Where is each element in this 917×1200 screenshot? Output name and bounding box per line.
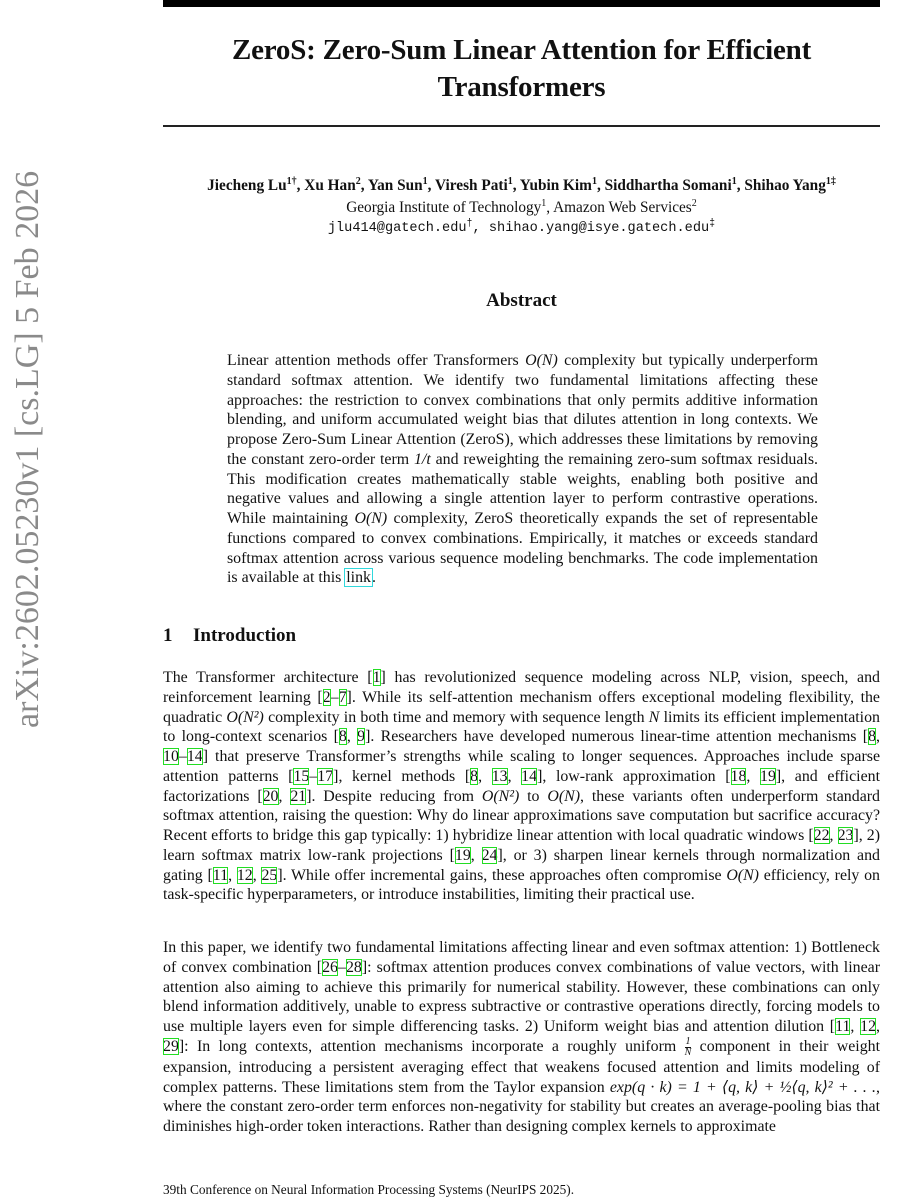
body-text: ] that preserve Transformer’s strengths while scaling to longer sequences. Approaches include sparse attention patterns [	[163, 748, 880, 785]
body-text: complexity in both time and memory with sequence length	[263, 708, 649, 726]
abstract-text: and reweighting the remaining zero-sum softmax residuals. This modification creates mathematically stable weights, enabling both positive and negative values and allowing a single attention layer to perform contrastive operations. While maintaining	[227, 450, 818, 527]
citation-link[interactable]: 23	[837, 827, 854, 844]
author-list: Jiecheng $Lu^{1\dagger}$, Xu Han$^2$, Yan Sun$^1$, Viresh Pati$^1$, Yubin Kim$^1$, Siddhartha Somani$^1$, Shihao Yang$^{1\ddagger}$	[207, 175, 836, 194]
math: O(N)	[354, 510, 388, 527]
math: exp(q · k) = 1 + ⟨q, k⟩ + ½⟨q, k⟩² + . . .	[609, 1078, 877, 1096]
citation-link[interactable]: 8	[868, 728, 877, 746]
math: O(N²)	[226, 708, 264, 726]
citation-link[interactable]: 11	[835, 1018, 851, 1035]
author-name: Xu Han	[304, 177, 356, 194]
emails	[163, 219, 880, 239]
math: O(N)	[726, 866, 759, 884]
intro-paragraph-1: The Transformer architecture [1] has revolutionized sequence modeling across NLP, vision, speech, and reinforcement learning [2–7]. While its self-attention mechanism offers exceptional modeling flexibility, the quadratic O(N²) complexity in both time and memory with sequence length N limits its efficient implementation to long-context scenarios [8, 9]. Researchers have developed numerous linear-time attention mechanisms [8, 10–14] that preserve Transformer’s strengths while scaling to longer sequences. Approaches include sparse attention patterns [15–17], kernel methods [8, 13, 14], low-rank approximation [18, 19], and efficient factorizations [20, 21]. Despite reducing from O(N²) to O(N), these variants often underperform standard softmax attention, raising the question: Why do linear approximations save computation but sacrifice accuracy? Recent efforts to bridge this gap typically: 1) hybridize linear attention with local quadratic windows [22, 23], 2) learn softmax matrix low-rank projections [19, 24], or 3) sharpen linear kernels through normalization and gating [11, 12, 25]. While offer incremental gains, these approaches often compromise O(N) efficiency, rely on task-specific hyperparameters, or introduce instabilities, limiting their practical use.	[163, 669, 881, 904]
citation-link[interactable]: 14	[186, 748, 203, 765]
intro-paragraph-2: In this paper, we identify two fundamental limitations affecting linear and even softmax attention: 1) Bottleneck of convex combination [26–28]: softmax attention produces convex combinations of value vectors, with linear attention also aiming to achieve this primarily for numerical stability. However, these combinations can only blend information additively, unable to express subtractive or contrastive operations directly, forcing models to use multiple layers even for simple differencing tasks. 2) Uniform weight bias and attention dilution [11, 12, 29]: In long contexts, attention mechanisms incorporate a roughly uniform $\frac{1}{N}$ component in their weight expansion, introducing a persistent averaging effect that weakens focused attention and limits modeling of complex patterns. These limitations stem from the Taylor expansion exp(q · k) = 1 + ⟨q, k⟩ + ½⟨q, k⟩² + . . ., where the constant zero-order term enforces non-negativity for stability but creates an average-pooling bias that diminishes high-order token interactions. Rather than designing complex kernels to approximate	[163, 939, 880, 1135]
author-affil-mark: 2	[355, 175, 361, 187]
title-bottom-rule	[163, 125, 880, 127]
citation-link[interactable]: 22	[813, 827, 830, 844]
body-text: ], 2) learn softmax matrix low-rank projections [	[163, 827, 880, 864]
citation-link[interactable]: 8	[470, 767, 479, 785]
math: O(N)	[525, 352, 558, 369]
body-text: In this paper, we identify two fundamental limitations affecting linear and even softmax attention: 1) Bottleneck of convex combination [	[163, 939, 880, 976]
email[interactable]: jlu414@gatech.edu	[327, 221, 467, 236]
title-top-rule	[163, 0, 880, 7]
fraction-denominator: N	[684, 1046, 692, 1058]
citation-link[interactable]: 7	[338, 688, 347, 706]
section-title: Introduction	[193, 625, 297, 646]
conference-footer: 39th Conference on Neural Information Processing Systems (NeurIPS 2025).	[163, 1182, 575, 1197]
body-text: ]. While offer incremental gains, these approaches often compromise	[277, 866, 727, 884]
citation-link[interactable]: 14	[521, 767, 538, 785]
affiliation: Georgia Institute of Technology	[346, 199, 542, 216]
math: O(N²)	[481, 787, 520, 805]
paper-title: ZeroS: Zero-Sum Linear Attention for Efficient Transformers	[231, 34, 812, 103]
citation-link[interactable]: 17	[317, 767, 334, 785]
abstract-text: .	[372, 569, 376, 587]
author-name: Yan Sun	[367, 177, 423, 194]
math: N	[648, 708, 660, 726]
citation-link[interactable]: 19	[454, 846, 471, 864]
section-number: 1	[163, 625, 173, 646]
body-text: ], kernel methods [	[333, 767, 471, 785]
citation-link[interactable]: 29	[163, 1037, 179, 1055]
citation-link[interactable]: 9	[357, 728, 366, 746]
code-link[interactable]: link	[346, 569, 371, 587]
body-text: ], or 3) sharpen linear kernels through normalization and gating [	[163, 846, 880, 884]
author-name: Viresh Pati	[435, 177, 508, 194]
section-heading-introduction	[163, 624, 296, 648]
citation-link[interactable]: 8	[338, 728, 347, 746]
body-text: ]. Despite reducing from	[306, 787, 482, 805]
citation-link[interactable]: 11	[212, 866, 229, 884]
body-text: , these variants often underperform standard softmax attention, raising the question: Why do linear approximations save computation but sacrifice accuracy? Recent efforts to bridge this gap typically: 1) hybridize linear attention with local quadratic windows [	[163, 787, 880, 844]
abstract-body	[227, 351, 818, 588]
affiliation-mark: 1	[541, 197, 547, 209]
author-name: Shihao Yang	[744, 177, 826, 194]
affiliation-mark: 2	[691, 197, 697, 209]
citation-link[interactable]: 20	[262, 787, 279, 805]
author-name: Siddhartha Somani	[604, 177, 732, 194]
citation-link[interactable]: 1	[372, 669, 381, 686]
author-affil-mark: 1	[731, 175, 737, 187]
citation-link[interactable]: 25	[261, 866, 278, 884]
author-name: Jiecheng Lu	[207, 177, 287, 194]
author-affil-mark: 1	[507, 175, 513, 187]
body-text: ]. While its self-attention mechanism offers exceptional modeling flexibility, the quadratic	[163, 688, 880, 726]
author-affil-mark: 1‡	[825, 175, 836, 187]
citation-link[interactable]: 12	[860, 1018, 877, 1035]
separator: ,	[472, 221, 489, 236]
body-text: limits its efficient implementation to long-context scenarios [	[163, 708, 880, 746]
body-text: ]. Researchers have developed numerous linear-time attention mechanisms [	[365, 728, 869, 746]
citation-link[interactable]: 28	[345, 958, 362, 976]
body-text: efficiency, rely on task-specific hyperparameters, or introduce instabilities, limiting their practical use.	[163, 866, 881, 904]
author-name: Yubin Kim	[519, 177, 592, 194]
author-affil-mark: 1	[422, 175, 428, 187]
citation-link[interactable]: 12	[236, 866, 253, 884]
body-text: to	[519, 787, 548, 805]
citation-link[interactable]: 2	[322, 688, 331, 706]
citation-link[interactable]: 18	[730, 767, 747, 785]
body-text: ]: softmax attention produces convex combinations of value vectors, with linear attention also aiming to achieve this primarily for numerical stability. However, these combinations can only blend information additively, unable to express subtractive or contrastive operations directly, forcing models to use multiple layers even for simple differencing tasks. 2) Uniform weight bias and attention dilution [	[163, 958, 880, 1035]
affiliation: Amazon Web Services	[553, 199, 692, 216]
math: 1/t	[413, 450, 431, 468]
email[interactable]: shihao.yang@isye.gatech.edu	[488, 221, 710, 236]
citation-link[interactable]: 24	[481, 846, 498, 864]
citation-link[interactable]: 19	[760, 767, 776, 785]
abstract-heading: Abstract	[486, 290, 557, 311]
affiliations	[163, 198, 880, 218]
body-text: ], low-rank approximation [	[537, 767, 731, 785]
abstract-text: complexity, ZeroS theoretically expands the set of representable functions compared to convex combinations. Empirically, it matches or exceeds standard softmax attention across various sequence modeling benchmarks. The code implementation is available at this	[227, 510, 818, 587]
author-affil-mark: 1†	[286, 175, 297, 187]
citation-link[interactable]: 15	[293, 767, 310, 785]
fraction-numerator: 1	[685, 1035, 691, 1047]
body-text: component in their weight expansion, introducing a persistent averaging effect that weakens focused attention and limits modeling of complex patterns. These limitations stem from the Taylor expansion	[163, 1037, 880, 1096]
abstract-text: complexity but typically underperform standard softmax attention. We identify two fundamental limitations affecting these approaches: the restriction to convex combinations that only permits additive information blending, and uniform accumulated weight bias that dilutes attention in long contexts. We propose Zero-Sum Linear Attention (ZeroS), which addresses these limitations by removing the constant zero-order term	[227, 352, 818, 468]
separator: ,	[546, 199, 554, 216]
abstract-text: Linear attention methods offer Transformers	[227, 352, 526, 369]
arxiv-side-stamp: arXiv:2602.05230v1 [cs.LG] 5 Feb 2026	[9, 170, 46, 728]
body-text: ]: In long contexts, attention mechanisms incorporate a roughly uniform	[178, 1037, 685, 1055]
citation-link[interactable]: 21	[290, 787, 307, 805]
citation-link[interactable]: 10	[163, 748, 179, 765]
email-mark: †	[466, 218, 473, 230]
body-text: ], and efficient factorizations [	[163, 767, 880, 805]
citation-link[interactable]: 26	[322, 958, 338, 976]
email-mark: ‡	[709, 218, 716, 230]
body-text: , where the constant zero-order term enforces non-negativity for stability but creates an average-pooling bias that diminishes high-order token interactions. Rather than designing complex kernels to approximate	[163, 1078, 880, 1135]
author-affil-mark: 1	[591, 175, 597, 187]
math: O(N)	[547, 787, 581, 805]
citation-link[interactable]: 13	[491, 767, 508, 785]
body-text: The Transformer architecture [	[163, 669, 373, 686]
body-text: ] has revolutionized sequence modeling across NLP, vision, speech, and reinforcement learning [	[163, 669, 881, 706]
